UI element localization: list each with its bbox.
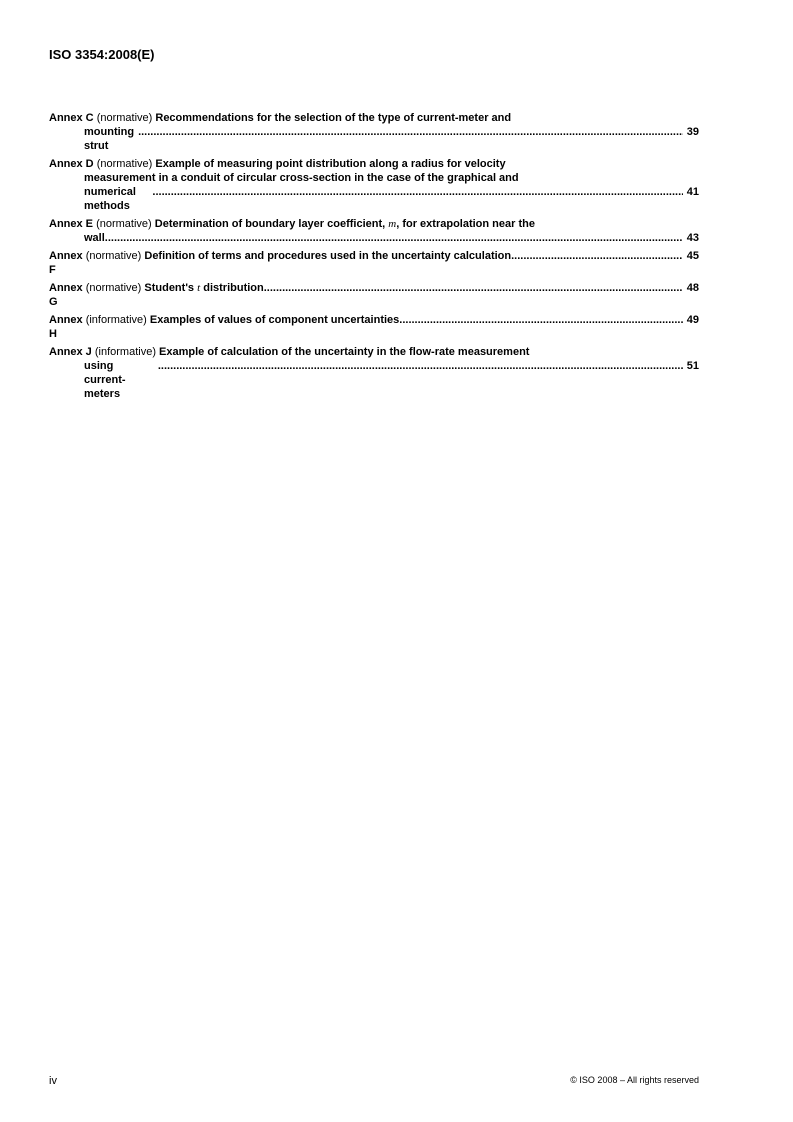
toc-entry-heading xyxy=(49,345,699,359)
annex-type: (normative) xyxy=(96,218,152,230)
annex-type: (normative) xyxy=(96,158,153,170)
toc-entry-annex-e[interactable] xyxy=(49,217,699,245)
table-of-contents xyxy=(49,111,699,405)
annex-title-continued: mounting strut xyxy=(84,126,135,152)
annex-title: Example of measuring point distribution along a radius for velocity xyxy=(155,158,506,170)
footer-page-number: iv xyxy=(49,1075,57,1087)
page-number: 48 xyxy=(686,282,699,294)
annex-title: Student's xyxy=(144,282,195,294)
toc-entry-last-line xyxy=(49,359,699,401)
annex-label: Annex J xyxy=(49,346,92,358)
annex-type: (informative) xyxy=(94,346,156,358)
toc-entry-heading xyxy=(49,157,699,171)
toc-entry-annex-c[interactable] xyxy=(49,111,699,153)
annex-title-continued: using current-meters xyxy=(84,360,126,400)
toc-entry-annex-h[interactable] xyxy=(49,313,699,341)
annex-title-continued: numerical methods xyxy=(84,186,136,212)
annex-label: Annex F xyxy=(49,250,83,276)
toc-entry-last-line xyxy=(49,185,699,213)
annex-type: (informative) xyxy=(85,314,147,326)
annex-title-continued: measurement in a conduit of circular cross-section in the case of the graphical and xyxy=(84,172,519,184)
annex-label: Annex C xyxy=(49,112,94,124)
annex-label: Annex E xyxy=(49,218,94,230)
document-header: ISO 3354:2008(E) xyxy=(49,47,155,62)
toc-entry-last-line xyxy=(49,125,699,153)
annex-type: (normative) xyxy=(85,282,142,294)
annex-title-rest: distribution xyxy=(203,282,264,294)
page-number: 51 xyxy=(686,360,699,372)
annex-title: Example of calculation of the uncertainty in the flow-rate measurement xyxy=(159,346,530,358)
dot-leader xyxy=(105,231,683,245)
variable-m: m xyxy=(388,218,397,230)
dot-leader xyxy=(511,249,683,263)
variable-t: t xyxy=(197,282,201,294)
toc-entry-annex-f[interactable] xyxy=(49,249,699,277)
annex-label: Annex G xyxy=(49,282,83,308)
dot-leader xyxy=(264,281,683,295)
page-number: 49 xyxy=(686,314,699,326)
dot-leader xyxy=(158,359,683,373)
toc-entry-last-line xyxy=(49,231,699,245)
toc-entry-heading xyxy=(49,111,699,125)
annex-title: Examples of values of component uncertainties xyxy=(149,314,400,326)
annex-title: Determination of boundary layer coefficient, xyxy=(154,218,386,230)
toc-entry-annex-g[interactable] xyxy=(49,281,699,309)
toc-entry-annex-j[interactable] xyxy=(49,345,699,401)
page-number: 45 xyxy=(686,250,699,262)
annex-title-continued: wall xyxy=(84,232,105,244)
page-number: 41 xyxy=(686,186,699,198)
dot-leader xyxy=(152,185,683,199)
dot-leader xyxy=(138,125,683,139)
annex-title: Recommendations for the selection of the type of current-meter and xyxy=(155,112,512,124)
dot-leader xyxy=(399,313,683,327)
annex-type: (normative) xyxy=(85,250,142,262)
toc-entry-heading xyxy=(49,217,699,231)
annex-label: Annex H xyxy=(49,314,83,340)
annex-title-rest: , for extrapolation near the xyxy=(396,218,535,230)
footer-copyright: © ISO 2008 – All rights reserved xyxy=(570,1075,699,1085)
toc-entry-annex-d[interactable] xyxy=(49,157,699,213)
page-number: 39 xyxy=(686,126,699,138)
annex-label: Annex D xyxy=(49,158,94,170)
annex-title: Definition of terms and procedures used in the uncertainty calculation xyxy=(144,250,512,262)
annex-type: (normative) xyxy=(96,112,153,124)
page-number: 43 xyxy=(686,232,699,244)
